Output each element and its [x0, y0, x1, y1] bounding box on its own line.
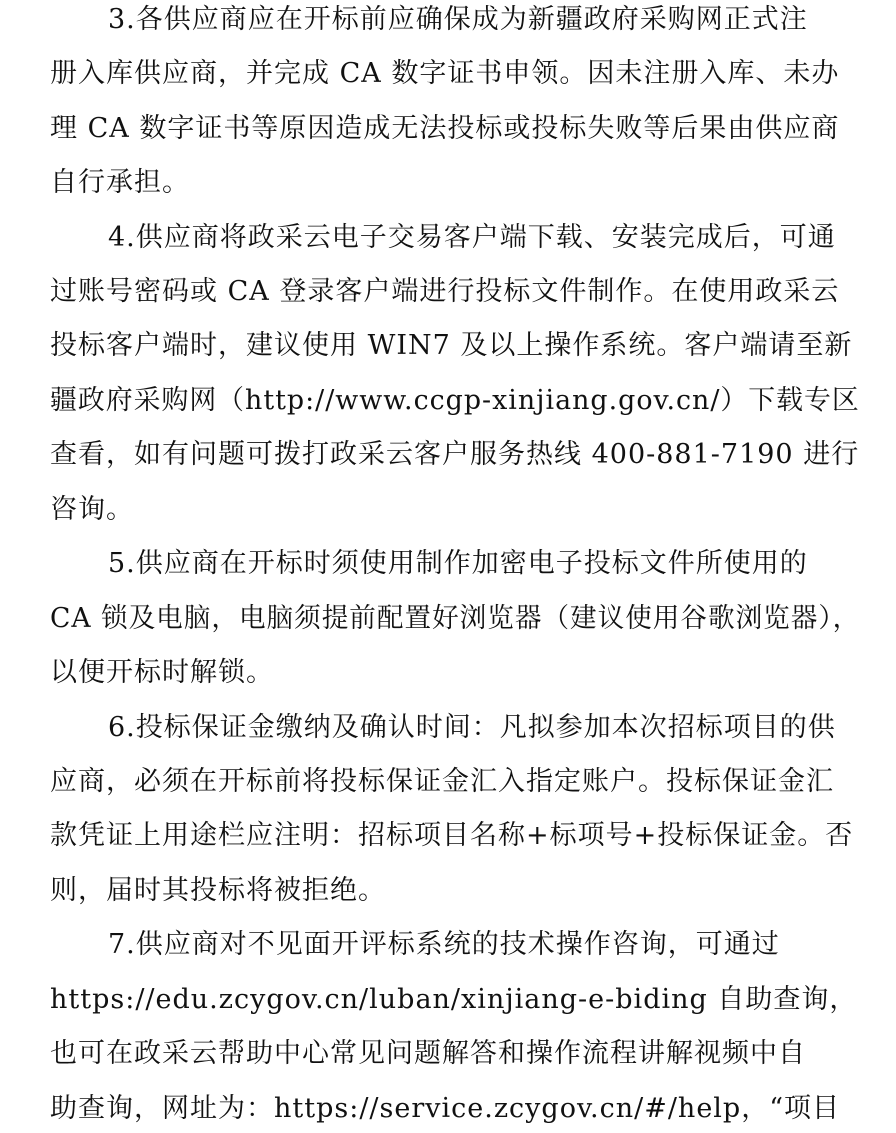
paragraph-4-line-4: 疆政府采购网（http://www.ccgp-xinjiang.gov.cn/）下载专区 [50, 385, 860, 416]
paragraph-7-line-4: 助查询，网址为：https://service.zcygov.cn/#/help，“项目 [50, 1093, 841, 1124]
paragraph-4-line-1: 4.供应商将政采云电子交易客户端下载、安装完成后，可通 [108, 222, 836, 253]
paragraph-6-line-4: 则，届时其投标将被拒绝。 [50, 875, 386, 906]
paragraph-5-line-1: 5.供应商在开标时须使用制作加密电子投标文件所使用的 [108, 548, 808, 579]
paragraph-5-line-3: 以便开标时解锁。 [50, 657, 274, 688]
paragraph-5-line-2: CA 锁及电脑，电脑须提前配置好浏览器（建议使用谷歌浏览器）， [50, 603, 861, 634]
paragraph-4-line-6: 咨询。 [50, 494, 134, 525]
paragraph-4-line-3: 投标客户端时，建议使用 WIN7 及以上操作系统。客户端请至新 [50, 330, 853, 361]
paragraph-3-line-4: 自行承担。 [50, 167, 190, 198]
paragraph-4-line-2: 过账号密码或 CA 登录客户端进行投标文件制作。在使用政采云 [50, 276, 840, 307]
paragraph-3-line-2: 册入库供应商，并完成 CA 数字证书申领。因未注册入库、未办 [50, 58, 840, 89]
paragraph-3-line-1: 3.各供应商应在开标前应确保成为新疆政府采购网正式注 [108, 4, 808, 35]
paragraph-4-line-5: 查看，如有问题可拨打政采云客户服务热线 400-881-7190 进行 [50, 439, 860, 470]
paragraph-6-line-3: 款凭证上用途栏应注明：招标项目名称+标项号+投标保证金。否 [50, 820, 854, 851]
paragraph-3-line-3: 理 CA 数字证书等原因造成无法投标或投标失败等后果由供应商 [50, 113, 840, 144]
paragraph-7-line-3: 也可在政采云帮助中心常见问题解答和操作流程讲解视频中自 [50, 1038, 806, 1069]
paragraph-6-line-2: 应商，必须在开标前将投标保证金汇入指定账户。投标保证金汇 [50, 766, 834, 797]
paragraph-7-line-1: 7.供应商对不见面开评标系统的技术操作咨询，可通过 [108, 929, 780, 960]
paragraph-7-line-2: https://edu.zcygov.cn/luban/xinjiang-e-biding 自助查询， [50, 984, 858, 1015]
paragraph-6-line-1: 6.投标保证金缴纳及确认时间：凡拟参加本次招标项目的供 [108, 712, 836, 743]
